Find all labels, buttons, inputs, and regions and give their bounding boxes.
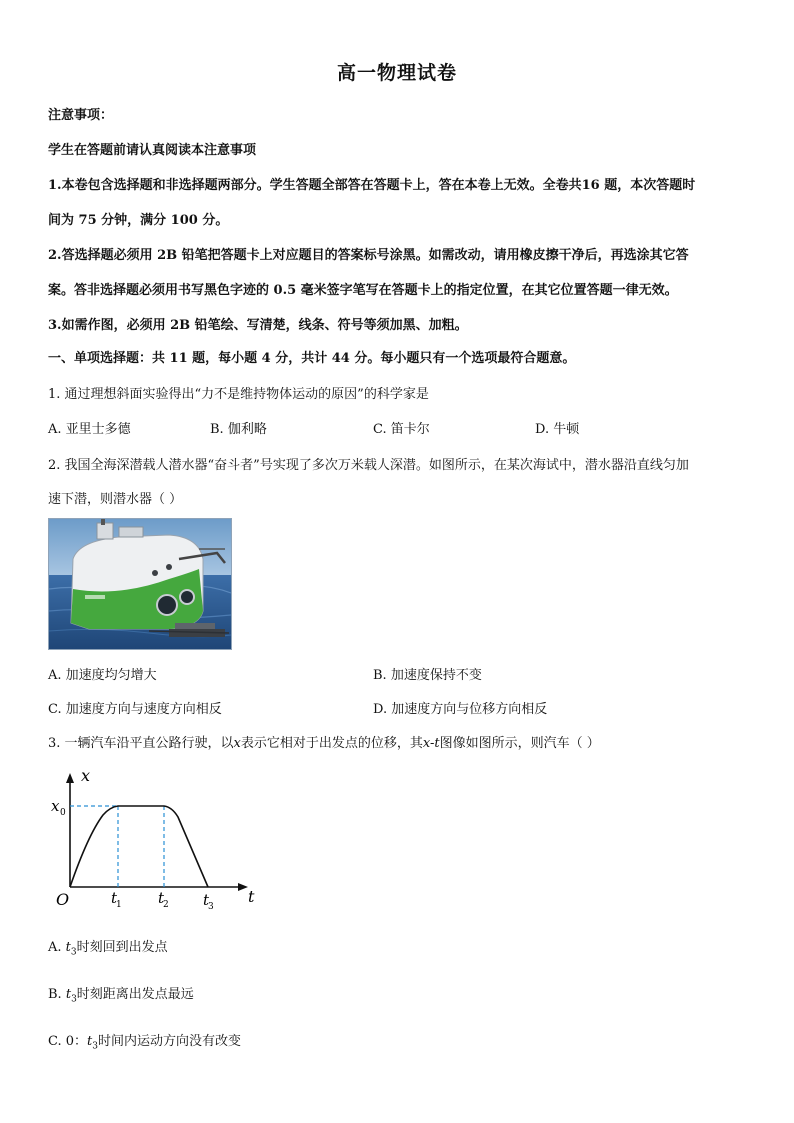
q3-option-a-var: t (65, 940, 71, 955)
y-axis-arrow (66, 773, 74, 783)
q3-option-c-pre: C. 0： (48, 1034, 88, 1049)
submersible-photo (48, 518, 232, 650)
q1-stem: 1. 通过理想斜面实验得出“力不是维持物体运动的原因”的科学家是 (48, 387, 429, 402)
q1-option-d: D. 牛顿 (535, 422, 580, 437)
origin-label: O (56, 890, 70, 909)
q3-option-a-post: 时刻回到出发点 (76, 940, 168, 955)
x0-sub: 0 (60, 808, 66, 818)
q2-option-b: B. 加速度保持不变 (373, 668, 482, 683)
q3-option-b-sub: 3 (71, 994, 77, 1005)
q1-option-c: C. 笛卡尔 (373, 422, 430, 437)
xt-curve (70, 806, 208, 887)
q3-option-c (48, 1030, 241, 1052)
q3-stem-pre: 3. 一辆汽车沿平直公路行驶，以 (48, 736, 234, 751)
q1-option-a: A. 亚里士多德 (48, 422, 131, 437)
q3-option-b (48, 983, 194, 1005)
q2-option-a: A. 加速度均匀增大 (48, 668, 157, 683)
q3-option-b-pre: B. (48, 987, 66, 1002)
x-axis-label: t (248, 887, 255, 906)
submersible-illustration (49, 519, 231, 649)
q2-stem-line-1: 2. 我国全海深潜载人潜水器“奋斗者”号实现了多次万米载人深潜。如图所示，在某次海试中，潜水器沿直线匀加 (48, 458, 689, 473)
notice-3: 3.如需作图，必须用 2B 铅笔绘、写清楚，线条、符号等须加黑、加粗。 (48, 318, 468, 333)
section-heading: 一、单项选择题：共 11 题，每小题 4 分，共计 44 分。每小题只有一个选项最符合题意。 (48, 351, 576, 366)
q2-option-d: D. 加速度方向与位移方向相反 (373, 702, 548, 717)
x0-label: x (51, 797, 60, 815)
t2-label: t (158, 889, 165, 907)
q3-option-b-var: t (65, 987, 72, 1002)
q3-stem-mid: 表示它相对于出发点的位移，其 (240, 736, 423, 751)
y-axis-label: x (81, 766, 91, 785)
t1-sub: 1 (116, 900, 122, 910)
notice-2-line-1: 2.答选择题必须用 2B 铅笔把答题卡上对应题目的答案标号涂黑。如需改动，请用橡皮擦干净后，再选涂其它答 (48, 248, 689, 263)
notice-heading: 注意事项： (48, 108, 114, 123)
page-title: 高一物理试卷 (336, 62, 457, 84)
t3-label: t (203, 891, 210, 909)
notice-1-line-1: 1.本卷包含选择题和非选择题两部分。学生答题全部答在答题卡上，答在本卷上无效。全卷共16 题，本次答题时 (48, 178, 696, 193)
q3-stem-var-xt: x-t (422, 736, 440, 751)
q3-option-c-sub: 3 (92, 1041, 98, 1052)
t2-sub: 2 (163, 900, 169, 910)
q3-stem (48, 732, 748, 751)
q3-stem-post: 图像如图所示，则汽车（ ） (439, 736, 600, 751)
t1-label: t (111, 889, 118, 907)
q2-option-c: C. 加速度方向与速度方向相反 (48, 702, 222, 717)
q3-option-c-post: 时间内运动方向没有改变 (98, 1034, 242, 1049)
q3-option-a (48, 936, 168, 958)
notice-2-line-2: 案。答非选择题必须用书写黑色字迹的 0.5 毫米签字笔写在答题卡上的指定位置，在其它位置答题一律无效。 (48, 283, 678, 298)
q1-option-b: B. 伽利略 (210, 422, 267, 437)
t3-sub: 3 (208, 902, 214, 910)
q3-option-a-pre: A. (48, 940, 66, 955)
xt-graph-svg (48, 765, 268, 910)
q2-stem-line-2: 速下潜，则潜水器（ ） (48, 492, 183, 507)
xt-graph (48, 765, 268, 914)
x-axis-arrow (238, 883, 248, 891)
notice-intro: 学生在答题前请认真阅读本注意事项 (48, 143, 257, 158)
q3-option-b-post: 时刻距离出发点最远 (76, 987, 194, 1002)
q3-option-c-var: t (87, 1034, 93, 1049)
q3-option-a-sub: 3 (70, 947, 77, 958)
notice-1-line-2: 间为 75 分钟，满分 100 分。 (48, 213, 229, 228)
q3-stem-var-x: x (233, 736, 241, 751)
